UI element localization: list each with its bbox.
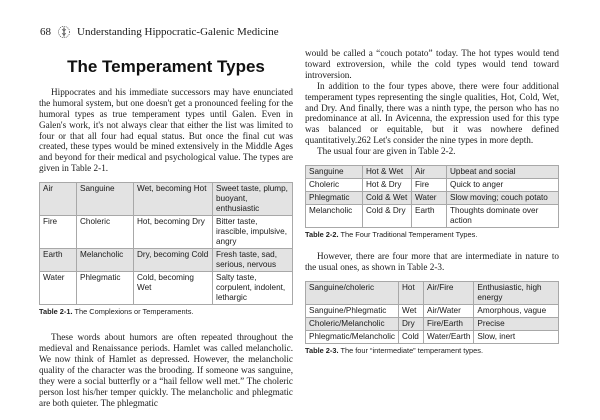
table-cell: Slow moving; couch potato bbox=[447, 192, 559, 205]
table-cell: Precise bbox=[474, 317, 559, 330]
table-cell: Quick to anger bbox=[447, 179, 559, 192]
paragraph: would be called a “couch potato” today. The hot types would tend toward extroversion, while the cold types would tend toward introversion. bbox=[305, 48, 559, 80]
table-cell: Wet bbox=[399, 304, 424, 317]
paragraph: The usual four are given in Table 2-2. bbox=[317, 146, 456, 157]
table-cell: Fire/Earth bbox=[424, 317, 474, 330]
table-cell: Salty taste, corpulent, indolent, lethargic bbox=[213, 272, 293, 305]
table-caption bbox=[305, 230, 559, 241]
table-cell: Air/Fire bbox=[424, 281, 474, 304]
table-cell: Sanguine bbox=[306, 166, 363, 179]
table-cell: Bitter taste, irascible, impulsive, angry bbox=[213, 216, 293, 249]
caduceus-star-icon bbox=[57, 25, 71, 39]
table-cell: Sanguine/choleric bbox=[306, 281, 399, 304]
table-cell: Cold, becoming Wet bbox=[134, 272, 213, 305]
caption-text: The four “intermediate” temperament types. bbox=[340, 345, 484, 355]
table-cell: Cold & Wet bbox=[363, 192, 412, 205]
table-cell: Air/Water bbox=[424, 304, 474, 317]
table-cell: Melancholic bbox=[77, 249, 134, 272]
table-cell: Phlegmatic bbox=[77, 272, 134, 305]
table-row bbox=[306, 281, 559, 304]
table-cell: Water bbox=[412, 192, 447, 205]
table-cell: Dry, becoming Cold bbox=[134, 249, 213, 272]
table-cell: Water/Earth bbox=[424, 330, 474, 343]
table-cell: Hot, becoming Dry bbox=[134, 216, 213, 249]
table-2-1 bbox=[39, 182, 293, 305]
table-cell: Fire bbox=[412, 179, 447, 192]
table-cell: Enthusiastic, high energy bbox=[474, 281, 559, 304]
paragraph: However, there are four more that are intermediate in nature to the usual ones, as shown in Table 2-3. bbox=[305, 250, 559, 272]
table-cell: Amorphous, vague bbox=[474, 304, 559, 317]
table-row bbox=[306, 317, 559, 330]
table-cell: Fire bbox=[40, 216, 77, 249]
caption-text: The Four Traditional Temperament Types. bbox=[340, 230, 478, 240]
table-cell: Hot & Wet bbox=[363, 166, 412, 179]
table-cell: Thoughts dominate over action bbox=[447, 205, 559, 228]
table-cell: Cold & Dry bbox=[363, 205, 412, 228]
table-cell: Melancholic bbox=[306, 205, 363, 228]
table-cell: Sanguine/Phlegmatic bbox=[306, 304, 399, 317]
caption-label: Table 2-1. bbox=[39, 307, 73, 317]
table-row bbox=[306, 205, 559, 228]
table-2-2 bbox=[305, 165, 559, 228]
table-cell: Earth bbox=[412, 205, 447, 228]
page-number: 68 bbox=[40, 26, 51, 38]
table-row bbox=[306, 179, 559, 192]
section-title: The Temperament Types bbox=[67, 57, 265, 76]
table-row bbox=[40, 249, 293, 272]
table-cell: Air bbox=[412, 166, 447, 179]
paragraph: These words about humors are often repeated throughout the medieval and Renaissance periods. Hamlet was called melancholic. We now think of Hamlet as depressed. However, the melancholic quality of the character was the brooding. If someone was sanguine, they were a social butterfly or a “hail fellow well met.” The choleric person lost his/her temper quickly. The melancholic and phlegmatic are both quieter. The phlegmatic bbox=[39, 332, 293, 408]
paragraph: Hippocrates and his immediate successors may have enunciated the humoral system, but one doesn't get a pronounced feeling for the humoral types as true temperament types until Galen. Even in Galen's work, it's not always clear that either the list was limited to four or that all four had equal status. But once the final cut was created, these types would be mined extensively in the Middle Ages and beyond for their medical and psychological value. The types are given in Table 2-1. bbox=[39, 86, 293, 174]
table-cell: Choleric/Melancholic bbox=[306, 317, 399, 330]
caption-label: Table 2-2. bbox=[305, 230, 339, 240]
table-cell: Phlegmatic/Melancholic bbox=[306, 330, 399, 343]
table-cell: Cold bbox=[399, 330, 424, 343]
table-row bbox=[40, 183, 293, 216]
table-caption bbox=[305, 346, 559, 357]
table-2-3 bbox=[305, 281, 559, 344]
table-row bbox=[306, 330, 559, 343]
table-row bbox=[40, 216, 293, 249]
paragraph: In addition to the four types above, there were four additional temperament types representing the single qualities, Hot, Cold, Wet, and Dry. And finally, there was a ninth type, the person who has no predominance at all. In Avicenna, the expression used for this type was balanced or equitable, but it was nowhere defined quantitatively.262 Let's consider the nine types in more depth. bbox=[305, 80, 559, 146]
running-title: Understanding Hippocratic-Galenic Medicine bbox=[77, 26, 279, 38]
table-cell: Upbeat and social bbox=[447, 166, 559, 179]
table-cell: Fresh taste, sad, serious, nervous bbox=[213, 249, 293, 272]
table-cell: Slow, inert bbox=[474, 330, 559, 343]
table-cell: Choleric bbox=[306, 179, 363, 192]
table-cell: Air bbox=[40, 183, 77, 216]
table-cell: Sanguine bbox=[77, 183, 134, 216]
table-cell: Sweet taste, plump, buoyant, enthusiastic bbox=[213, 183, 293, 216]
table-cell: Choleric bbox=[77, 216, 134, 249]
table-cell: Water bbox=[40, 272, 77, 305]
table-cell: Earth bbox=[40, 249, 77, 272]
table-row bbox=[306, 166, 559, 179]
table-row bbox=[306, 192, 559, 205]
caption-text: The Complexions or Temperaments. bbox=[74, 307, 194, 317]
table-cell: Hot & Dry bbox=[363, 179, 412, 192]
table-caption bbox=[39, 307, 293, 318]
right-column bbox=[305, 48, 559, 357]
table-cell: Hot bbox=[399, 281, 424, 304]
caption-label: Table 2-3. bbox=[305, 345, 339, 355]
left-column bbox=[39, 57, 293, 408]
table-row bbox=[40, 272, 293, 305]
table-row bbox=[306, 304, 559, 317]
table-cell: Dry bbox=[399, 317, 424, 330]
table-cell: Phlegmatic bbox=[306, 192, 363, 205]
running-header bbox=[40, 24, 580, 40]
table-cell: Wet, becoming Hot bbox=[134, 183, 213, 216]
